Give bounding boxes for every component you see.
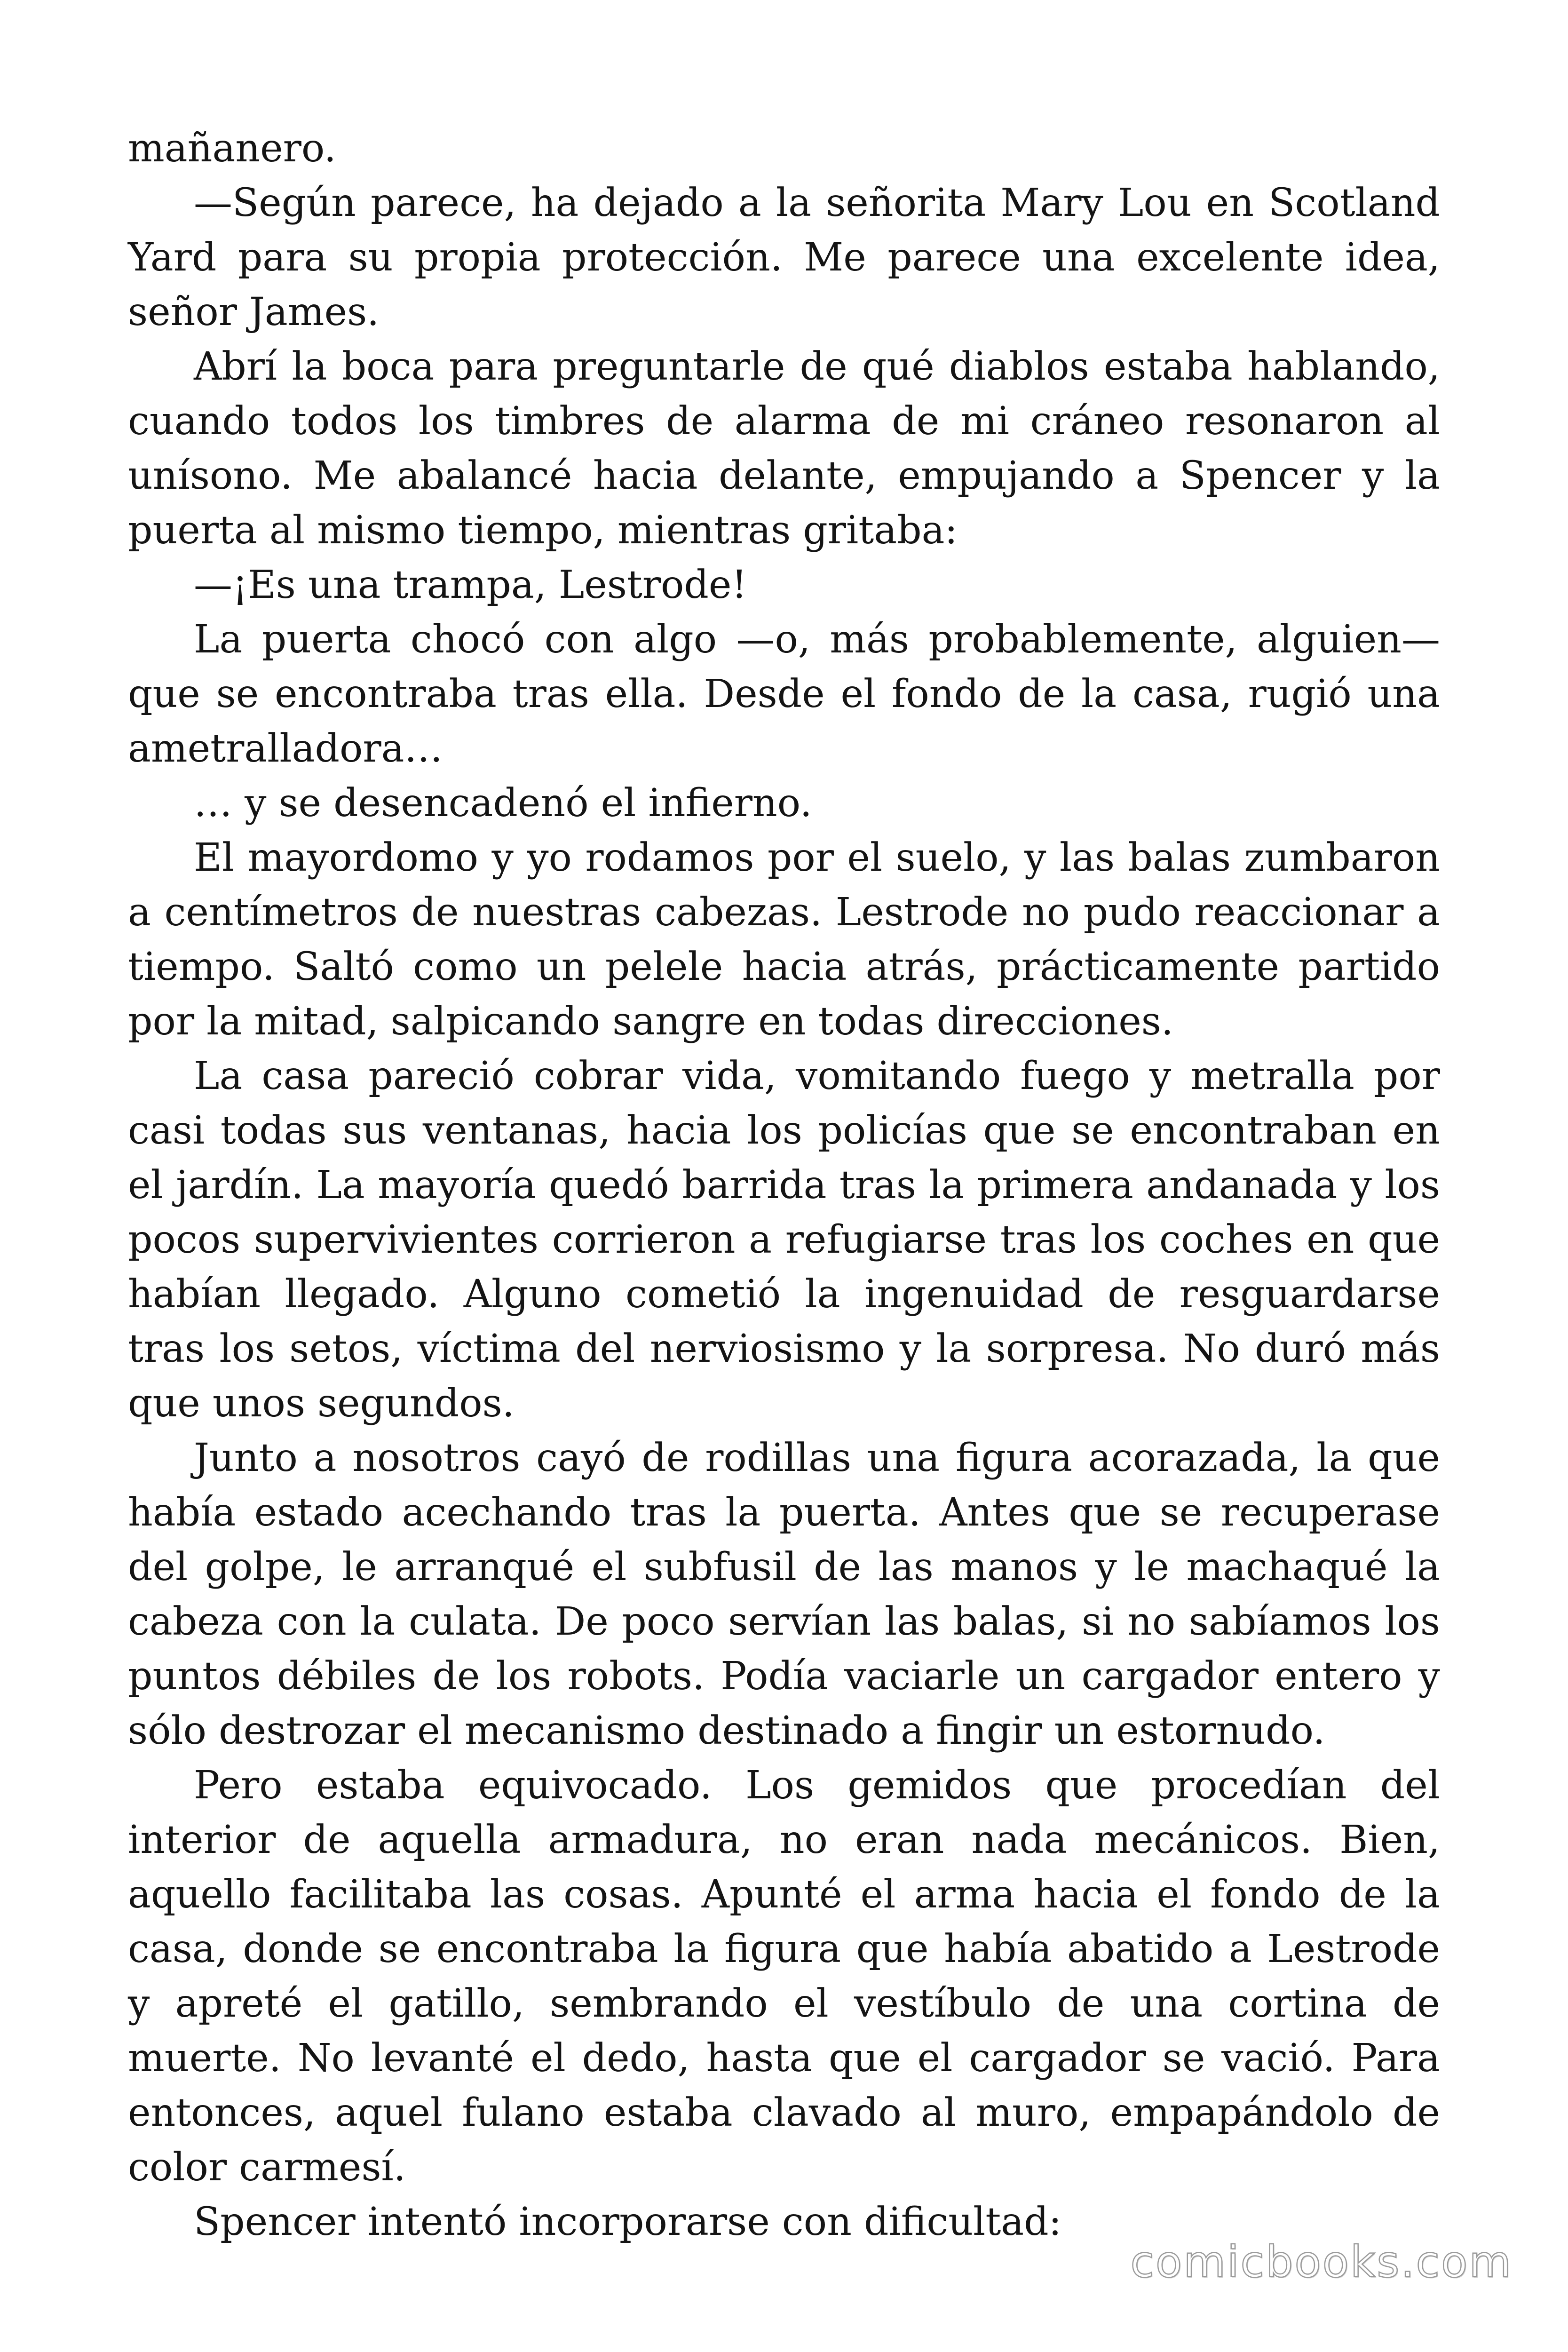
paragraph: Junto a nosotros cayó de rodillas una figura acorazada, la que había estado acechando tras la puerta. Antes que se recuperase del golpe, le arranqué el subfusil de las manos y le machaqué la cabeza con la culata. De poco servían las balas, si no sabíamos los puntos débiles de los robots. Podía vaciarle un cargador entero y sólo destrozar el mecanismo destinado a fingir un estornudo. (128, 1436, 1440, 1753)
paragraph: Abrí la boca para preguntarle de qué diablos estaba hablando, cuando todos los timbres de alarma de mi cráneo resonaron al unísono. Me abalancé hacia delante, empujando a Spencer y la puerta al mismo tiempo, mientras gritaba: (128, 344, 1440, 553)
paragraph-continuation: mañanero. (128, 126, 336, 171)
paragraph: Pero estaba equivocado. Los gemidos que procedían del interior de aquella armadura, no eran nada mecánicos. Bien, aquello facilitaba las cosas. Apunté el arma hacia el fondo de la casa, donde se encontraba la figura que había abatido a Lestrode y apreté el gatillo, sembrando el vestíbulo de una cortina de muerte. No levanté el dedo, hasta que el cargador se vació. Para entonces, aquel fulano estaba clavado al muro, empapándolo de color carmesí. (128, 1763, 1440, 2190)
page-body (128, 121, 1440, 2249)
paragraph: … y se desencadenó el infierno. (194, 781, 812, 826)
paragraph: —Según parece, ha dejado a la señorita Mary Lou en Scotland Yard para su propia protección. Me parece una excelente idea, señor James. (128, 181, 1440, 334)
paragraph: —¡Es una trampa, Lestrode! (194, 563, 747, 607)
paragraph: La puerta chocó con algo —o, más probablemente, alguien— que se encontraba tras ella. Desde el fondo de la casa, rugió una ametralladora… (128, 617, 1440, 771)
paragraph: La casa pareció cobrar vida, vomitando fuego y metralla por casi todas sus ventanas, hacia los policías que se encontraban en el jardín. La mayoría quedó barrida tras la primera andanada y los pocos supervivientes corrieron a refugiarse tras los coches en que habían llegado. Alguno cometió la ingenuidad de resguardarse tras los setos, víctima del nerviosismo y la sorpresa. No duró más que unos segundos. (128, 1054, 1440, 1426)
paragraph: Spencer intentó incorporarse con dificultad: (194, 2200, 1062, 2244)
paragraph: El mayordomo y yo rodamos por el suelo, y las balas zumbaron a centímetros de nuestras cabezas. Lestrode no pudo reaccionar a tiempo. Saltó como un pelele hacia atrás, prácticamente partido por la mitad, salpicando sangre en todas direcciones. (128, 835, 1440, 1044)
watermark: comicbooks.com (1130, 2237, 1513, 2287)
